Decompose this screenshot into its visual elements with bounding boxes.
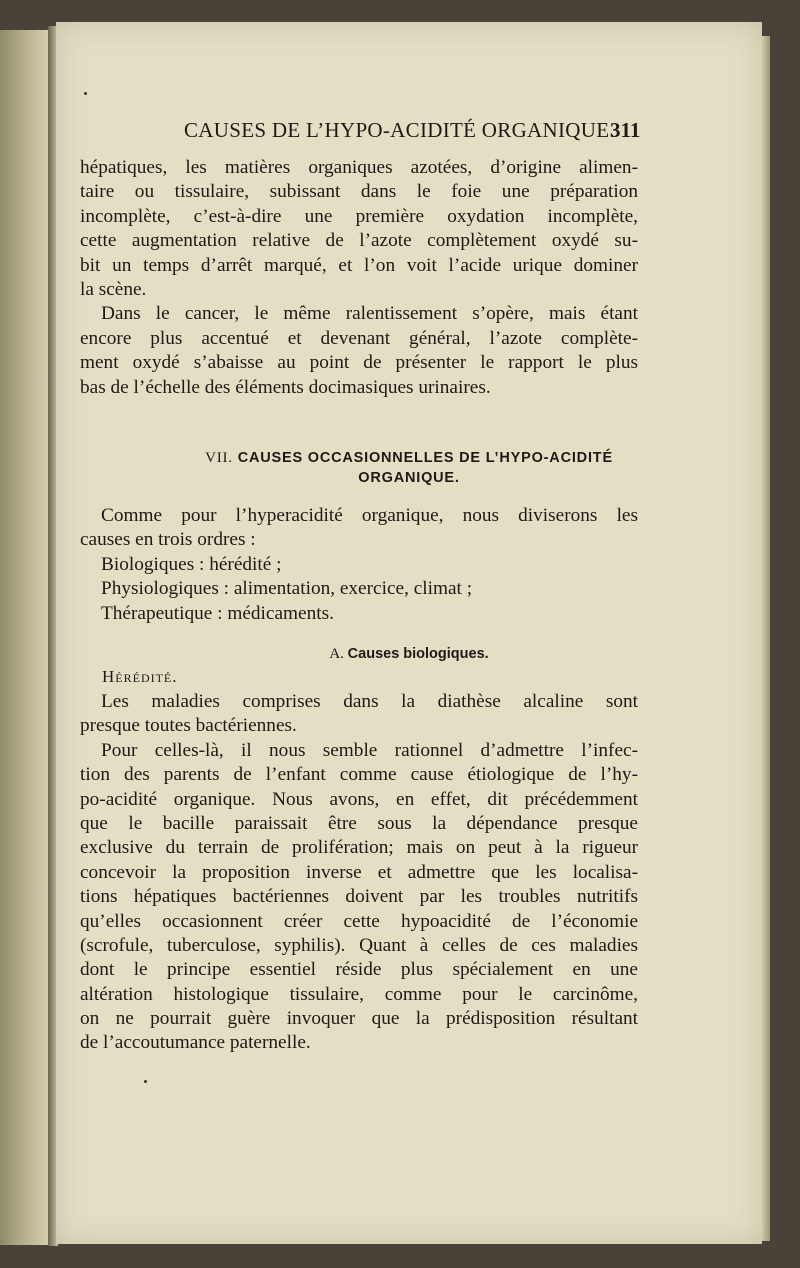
text-line: po-acidité organique. Nous avons, en effet, dit précédemment	[80, 788, 638, 810]
text-line: hépatiques, les matières organiques azotées, d’origine alimen-	[80, 157, 638, 178]
text-line: Thérapeutique : médicaments.	[101, 602, 334, 624]
text-line: Dans le cancer, le même ralentissement s’opère, mais étant	[101, 303, 638, 325]
section-heading	[56, 448, 762, 488]
text-line: bit un temps d’arrêt marqué, et l’on voit l’acide urique dominer	[80, 254, 638, 276]
text-line: Pour celles-là, il nous semble rationnel d’admettre l’infec-	[101, 739, 638, 761]
text-line: causes en trois ordres :	[80, 529, 256, 551]
text-line: la scène.	[80, 278, 147, 300]
page-number: 311	[610, 118, 641, 142]
section-title-line-2: ORGANIQUE.	[358, 470, 460, 486]
text-line: bas de l’échelle des éléments docimasiques urinaires.	[80, 376, 491, 398]
text-line: Les maladies comprises dans la diathèse alcaline sont	[101, 691, 638, 712]
text-line: tion des parents de l’enfant comme cause étiologique de l’hy-	[80, 764, 638, 786]
text-line: (scrofule, tuberculose, syphilis). Quant à celles de ces maladies	[80, 934, 638, 956]
text-line: encore plus accentué et devenant général, l’azote complète-	[80, 327, 638, 349]
subsection-title: Causes biologiques.	[347, 646, 489, 662]
text-line: altération histologique tissulaire, comme pour le carcinôme,	[80, 983, 638, 1005]
text-line: qu’elles occasionnent créer cette hypoacidité de l’économie	[80, 910, 638, 932]
section-number: VII.	[205, 450, 233, 466]
text-line: dont le principe essentiel réside plus spécialement en une	[80, 959, 638, 981]
text-line: taire ou tissulaire, subissant dans le foie une préparation	[80, 181, 638, 203]
heredite-heading: Hérédité.	[102, 667, 178, 686]
paragraph-causes-list	[80, 504, 638, 626]
text-line: Comme pour l’hyperacidité organique, nous diviserons les	[101, 505, 638, 526]
running-head	[56, 118, 762, 148]
text-line: ment oxydé s’abaisse au point de présenter le rapport le plus	[80, 352, 638, 374]
running-title: CAUSES DE L’HYPO-ACIDITÉ ORGANIQUE.	[184, 118, 615, 142]
text-line: on ne pourrait guère invoquer que la prédisposition résultant	[80, 1008, 638, 1030]
text-line: Physiologiques : alimentation, exercice, climat ;	[101, 578, 473, 600]
facing-page-edge	[0, 30, 49, 1245]
text-line: incomplète, c’est-à-dire une première oxydation incomplète,	[80, 205, 638, 227]
subsection-heading	[56, 646, 762, 663]
subsection-letter: A.	[329, 646, 344, 662]
page-fore-edge	[762, 36, 770, 1241]
paper-speck	[84, 92, 87, 95]
book-page	[56, 22, 762, 1244]
text-line: cette augmentation relative de l’azote complètement oxydé su-	[80, 230, 638, 252]
text-line: concevoir la proposition inverse et admettre que les localisa-	[80, 861, 638, 883]
text-line: tions hépatiques bactériennes doivent par les troubles nutritifs	[80, 886, 638, 908]
paragraph-continuation	[80, 156, 638, 400]
text-line: de l’accoutumance paternelle.	[80, 1032, 311, 1054]
text-line: exclusive du terrain de prolifération; mais on peut à la rigueur	[80, 837, 638, 859]
text-line: presque toutes bactériennes.	[80, 715, 297, 737]
text-line: que le bacille paraissait être sous la dépendance presque	[80, 812, 638, 834]
section-title-line-1: CAUSES OCCASIONNELLES DE L’HYPO-ACIDITÉ	[237, 450, 613, 466]
paper-speck	[144, 1080, 147, 1083]
text-line: Biologiques : hérédité ;	[101, 553, 282, 575]
paragraph-heredite	[80, 690, 638, 1056]
